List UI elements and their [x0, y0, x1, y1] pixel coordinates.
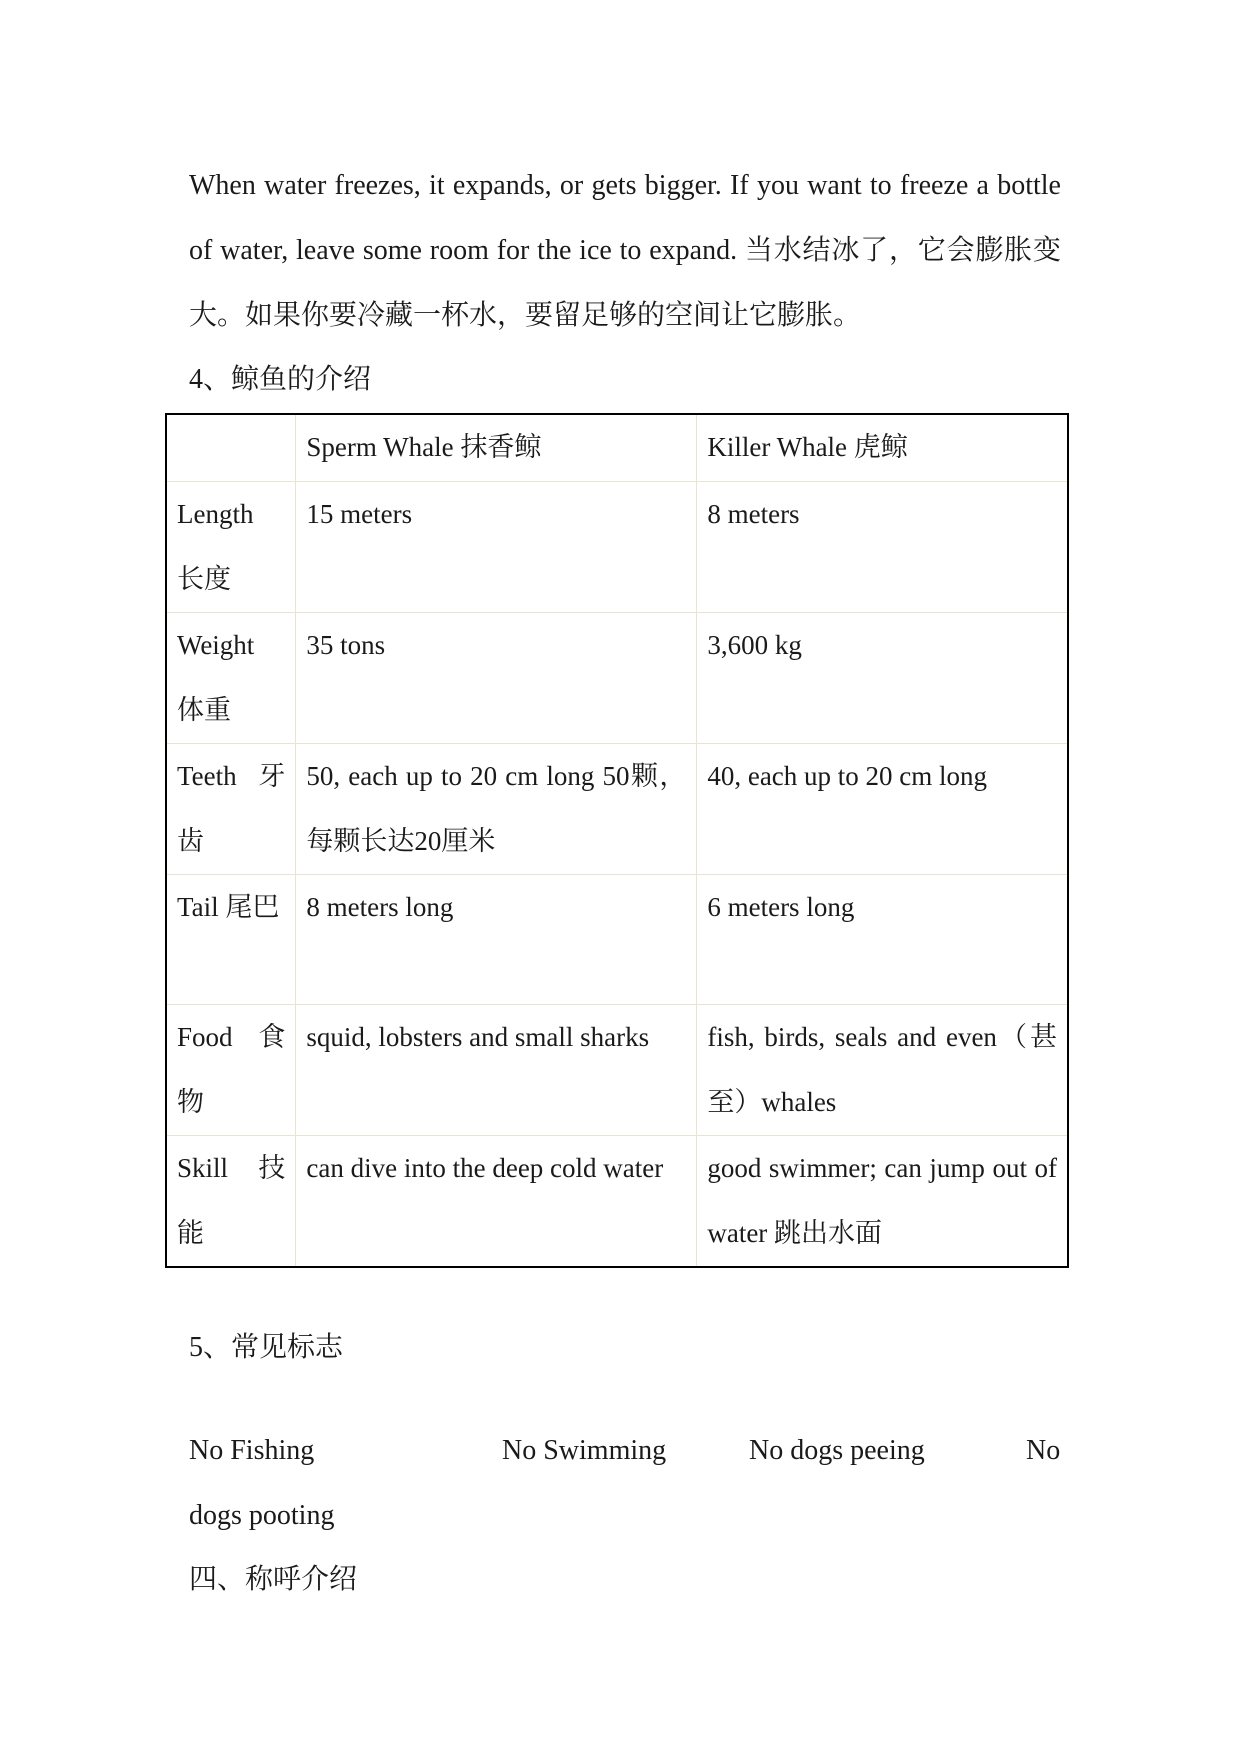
whale-comparison-table: [165, 413, 1069, 1268]
intro-paragraph: When water freezes, it expands, or gets bigger. If you want to freeze a bottle of water, leave some room for the ice to expand. 当水结冰了，它会膨胀变大。如果你要冷藏一杯水，要留足够的空间让它膨胀。: [189, 170, 1061, 331]
table-header-cell-sperm-whale: Sperm Whale 抹香鲸: [296, 414, 697, 481]
row-label: Weight 体重: [166, 612, 296, 743]
sperm-whale-value: 8 meters long: [296, 874, 697, 1004]
table-row-tail: [166, 874, 1068, 1004]
sign-no-dogs-pooting-end: dogs pooting: [189, 1500, 335, 1531]
table-row-length: [166, 481, 1068, 612]
section-5-heading: 5、常见标志: [189, 1332, 344, 1363]
table-header-cell: [166, 414, 296, 481]
table-row-weight: [166, 612, 1068, 743]
sperm-whale-value: can dive into the deep cold water: [296, 1135, 697, 1267]
sign-no-dogs-pooting-start: No: [1026, 1435, 1061, 1466]
section-4-heading: 4、鲸鱼的介绍: [189, 364, 372, 395]
killer-whale-value: fish, birds, seals and even（甚至）whales: [697, 1004, 1068, 1135]
table-header-cell-killer-whale: Killer Whale 虎鲸: [697, 414, 1068, 481]
sperm-whale-value: squid, lobsters and small sharks: [296, 1004, 697, 1135]
row-label: Food 食物: [166, 1004, 296, 1135]
table-row-food: [166, 1004, 1068, 1135]
row-label: Teeth 牙齿: [166, 743, 296, 874]
killer-whale-value: 8 meters: [697, 481, 1068, 612]
sperm-whale-value: 15 meters: [296, 481, 697, 612]
killer-whale-value: 6 meters long: [697, 874, 1068, 1004]
sign-no-dogs-peeing: No dogs peeing: [749, 1435, 925, 1466]
table-header-row: [166, 414, 1068, 481]
sign-no-swimming: No Swimming: [502, 1435, 667, 1466]
killer-whale-value: 40, each up to 20 cm long: [697, 743, 1068, 874]
killer-whale-value: good swimmer; can jump out of water 跳出水面: [697, 1135, 1068, 1267]
row-label: Skill 技能: [166, 1135, 296, 1267]
table-row-skill: [166, 1135, 1068, 1267]
section-four-heading: 四、称呼介绍: [189, 1564, 358, 1595]
sperm-whale-value: 35 tons: [296, 612, 697, 743]
sperm-whale-value: 50, each up to 20 cm long 50颗，每颗长达20厘米: [296, 743, 697, 874]
sign-no-fishing: No Fishing: [189, 1435, 315, 1466]
killer-whale-value: 3,600 kg: [697, 612, 1068, 743]
row-label: Tail 尾巴: [166, 874, 296, 1004]
table-row-teeth: [166, 743, 1068, 874]
row-label: Length 长度: [166, 481, 296, 612]
